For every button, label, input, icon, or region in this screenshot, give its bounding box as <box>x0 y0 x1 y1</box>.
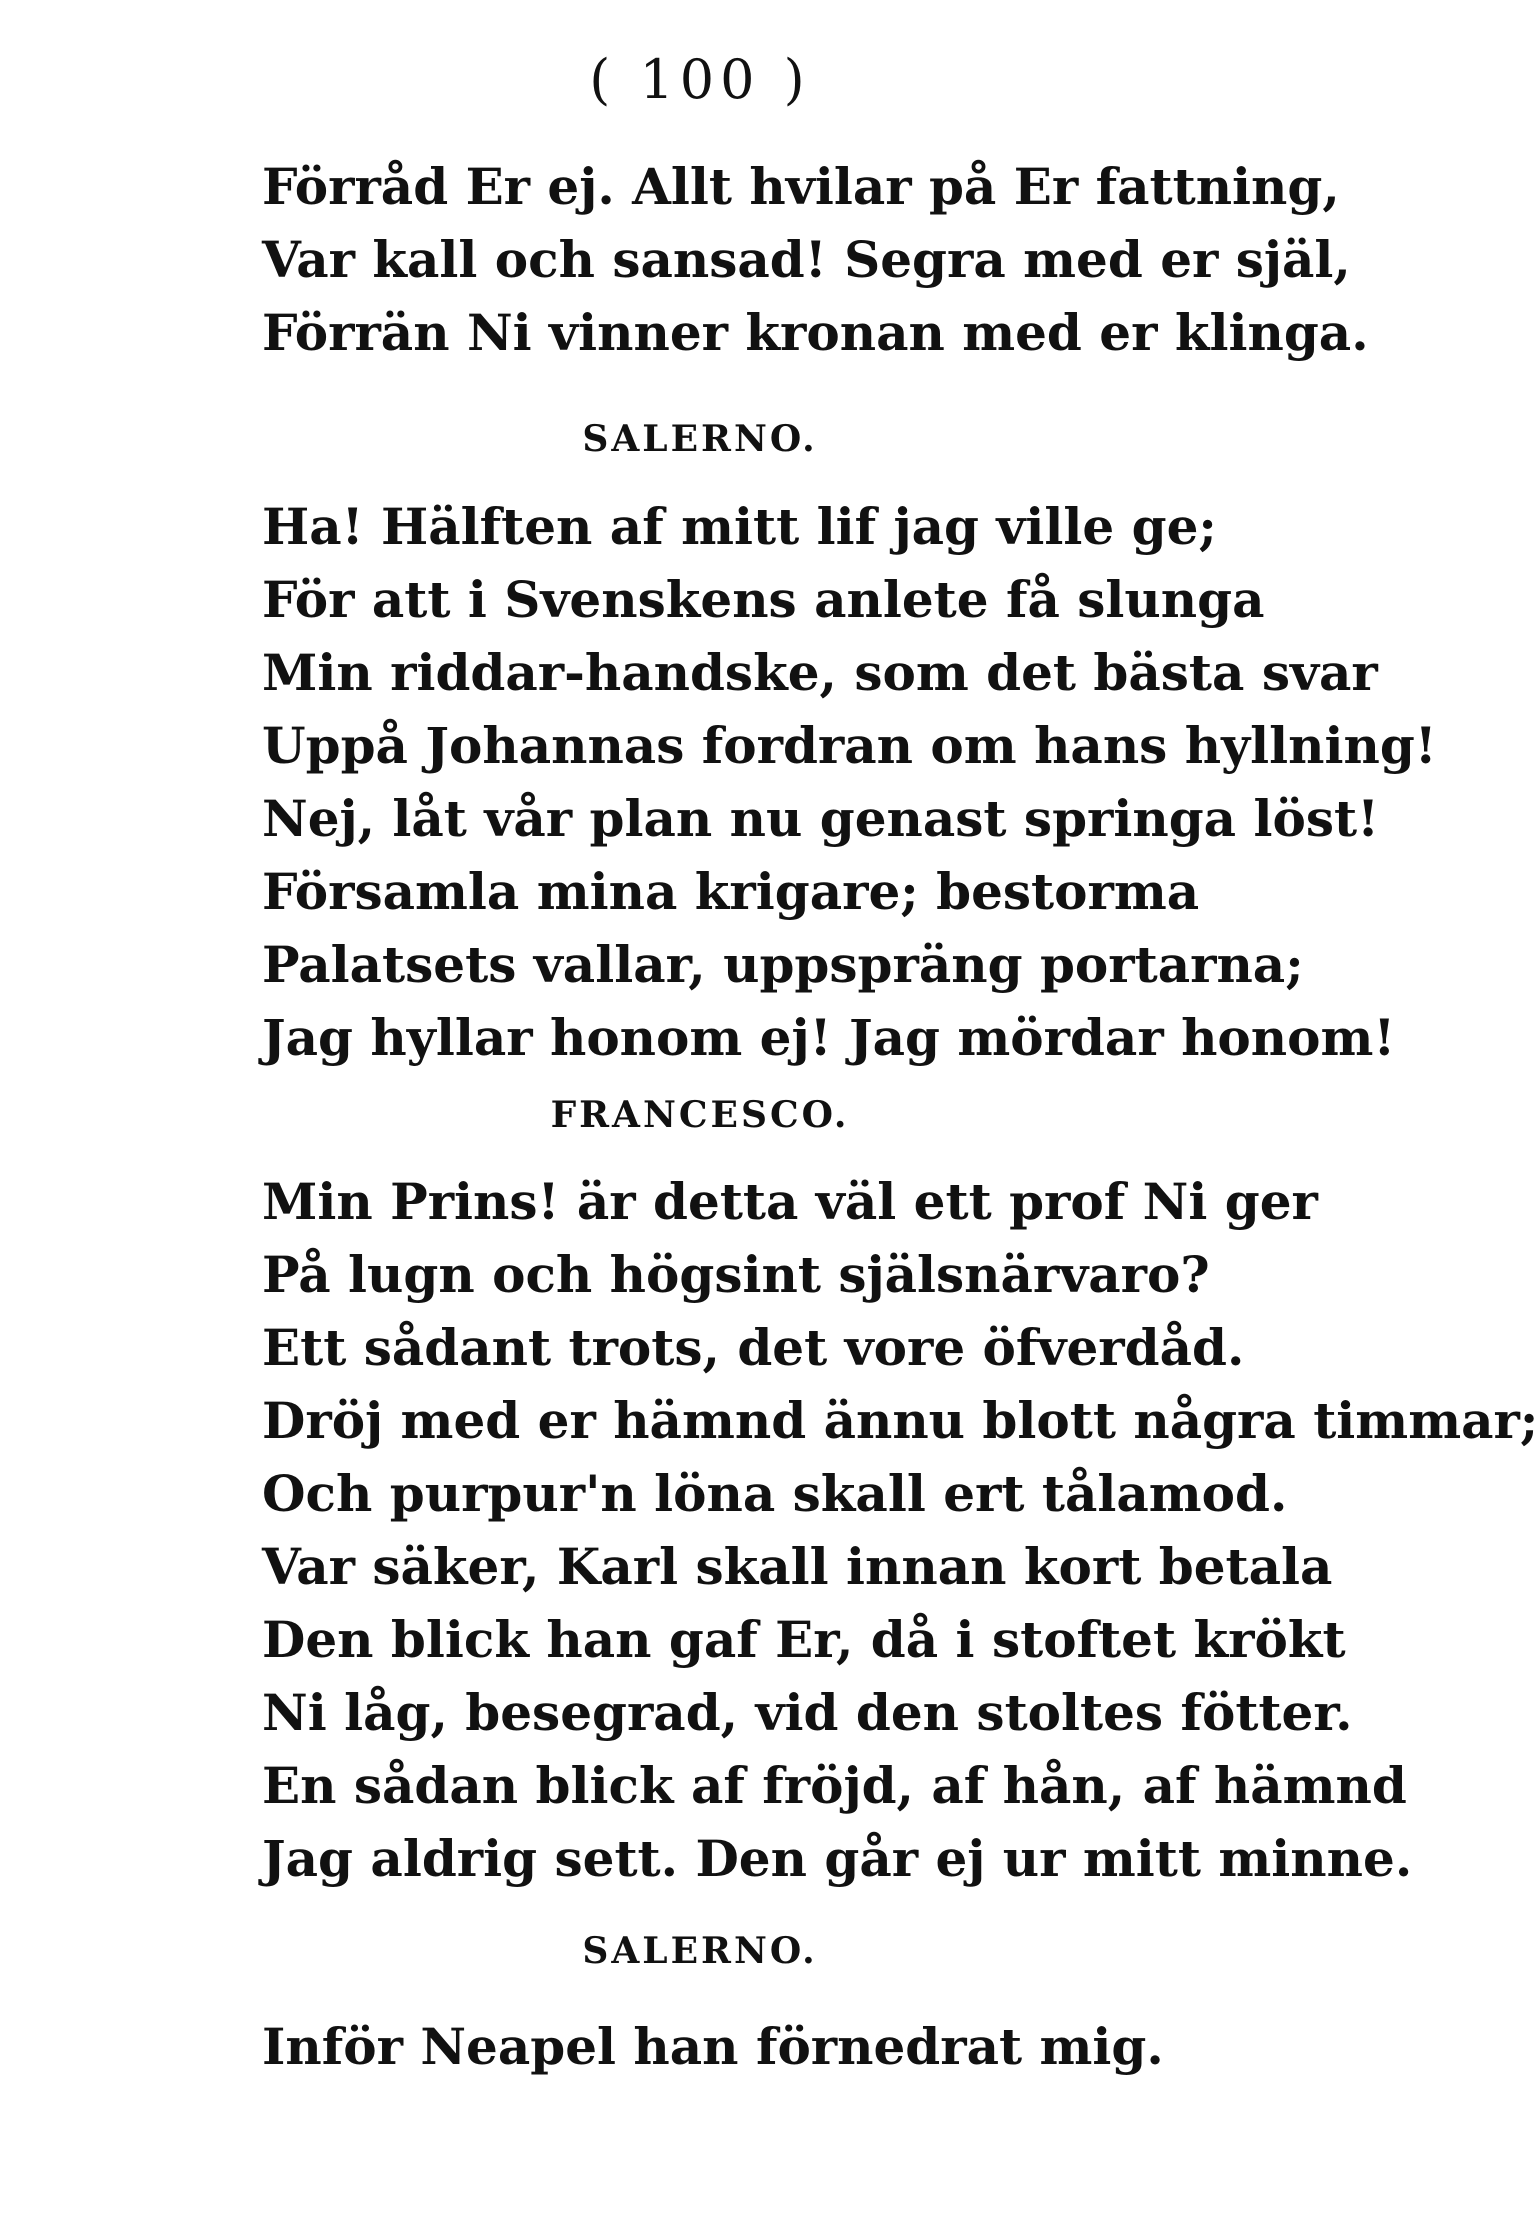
verse-block-2 <box>262 490 1437 1074</box>
verse-line: Var säker, Karl skall innan kort betala <box>262 1537 1333 1596</box>
verse-block-4 <box>262 2010 1312 2083</box>
page-number: ( 100 ) <box>589 48 811 111</box>
verse-line: För att i Svenskens anlete få slunga <box>262 570 1265 629</box>
verse-line: Var kall och sansad! Segra med er själ, <box>262 230 1351 289</box>
verse-line: På lugn och högsint själsnärvaro? <box>262 1245 1210 1304</box>
verse-line: Uppå Johannas fordran om hans hyllning! <box>262 716 1437 775</box>
verse-block-3 <box>262 1165 1538 1895</box>
verse-line: Församla mina krigare; bestorma <box>262 862 1200 921</box>
verse-line: Palatsets vallar, uppspräng portarna; <box>262 935 1304 994</box>
verse-line: Inför Neapel han förnedrat mig. <box>262 2017 1164 2076</box>
verse-line: Den blick han gaf Er, då i stoftet krökt <box>262 1610 1346 1669</box>
verse-line: Och purpur'n löna skall ert tålamod. <box>262 1464 1288 1523</box>
verse-line: Förråd Er ej. Allt hvilar på Er fattning, <box>262 157 1340 216</box>
verse-line: Dröj med er hämnd ännu blott några timmar; <box>262 1391 1538 1450</box>
speaker-name: SALERNO. <box>582 418 818 460</box>
verse-line: Min Prins! är detta väl ett prof Ni ger <box>262 1172 1318 1231</box>
verse-line: Min riddar-handske, som det bästa svar <box>262 643 1378 702</box>
verse-line: En sådan blick af fröjd, af hån, af hämnd <box>262 1756 1407 1815</box>
speaker-name: FRANCESCO. <box>550 1094 850 1136</box>
speaker-name: SALERNO. <box>582 1930 818 1972</box>
verse-line: Nej, låt vår plan nu genast springa löst! <box>262 789 1380 848</box>
verse-line: Ett sådant trots, det vore öfverdåd. <box>262 1318 1245 1377</box>
verse-block-1 <box>262 150 1369 369</box>
verse-line: Ni låg, besegrad, vid den stoltes fötter. <box>262 1683 1353 1742</box>
verse-line: Ha! Hälften af mitt lif jag ville ge; <box>262 497 1217 556</box>
verse-line: Jag aldrig sett. Den går ej ur mitt minne. <box>262 1829 1413 1888</box>
verse-line: Förrän Ni vinner kronan med er klinga. <box>262 303 1369 362</box>
verse-line: Jag hyllar honom ej! Jag mördar honom! <box>262 1008 1396 1067</box>
